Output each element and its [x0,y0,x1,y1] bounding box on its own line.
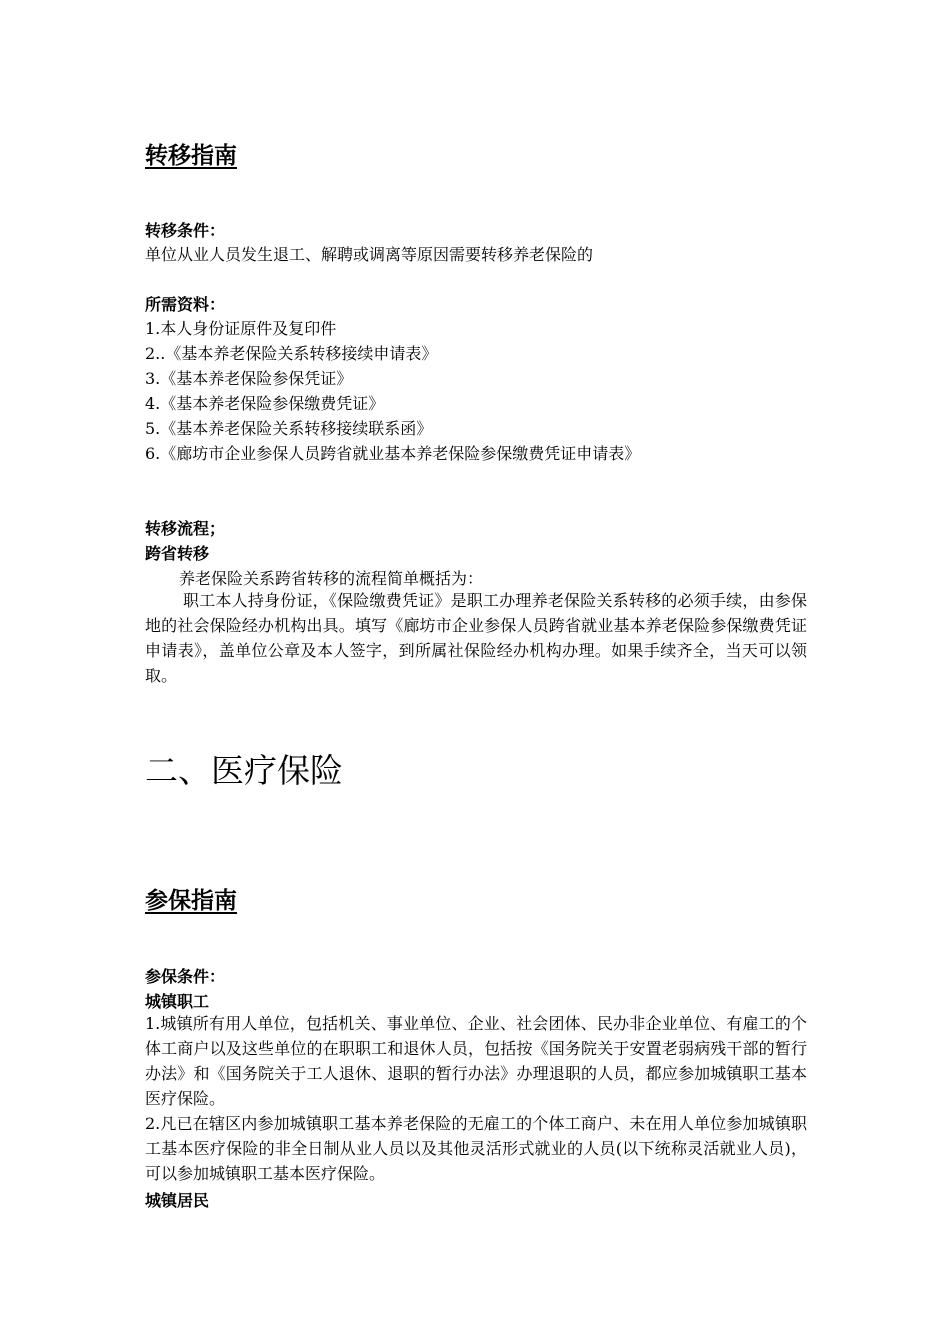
transfer-condition-label: 转移条件： [145,221,226,240]
urban-workers-label: 城镇职工 [145,992,210,1011]
material-item: 6.《廊坊市企业参保人员跨省就业基本养老保险参保缴费凭证申请表》 [145,444,641,463]
material-item: 2..《基本养老保险关系转移接续申请表》 [145,344,438,363]
transfer-condition-text: 单位从业人员发生退工、解聘或调离等原因需要转移养老保险的 [145,245,594,264]
process-paragraph: 职工本人持身份证，《保险缴费凭证》是职工办理养老保险关系转移的必须手续，由参保地的社会保险经办机构出具。填写《廊坊市企业参保人员跨省就业基本养老保险参保缴费凭证申请表》，盖单位公章及本人签字，到所属社保险经办机构办理。如果手续齐全，当天可以领取。 [145,591,807,685]
urban-workers-item-2: 2.凡已在辖区内参加城镇职工基本养老保险的无雇工的个体工商户、未在用人单位参加城镇职工基本医疗保险的非全日制从业人员以及其他灵活形式就业的人员(以下统称灵活就业人员)，可以参加城镇职工基本医疗保险。 [145,1114,807,1183]
materials-label: 所需资料： [145,295,226,314]
process-label: 转移流程； [145,519,226,538]
urban-workers-item-1: 1.城镇所有用人单位，包括机关、事业单位、企业、社会团体、民办非企业单位、有雇工的个体工商户以及这些单位的在职职工和退休人员，包括按《国务院关于安置老弱病残干部的暂行办法》和《国务院关于工人退休、退职的暂行办法》办理退职的人员，都应参加城镇职工基本医疗保险。 [145,1014,807,1108]
material-item: 3.《基本养老保险参保凭证》 [145,369,353,388]
material-item: 4.《基本养老保险参保缴费凭证》 [145,394,385,413]
medical-guide-title: 参保指南 [145,888,237,914]
medical-condition-label: 参保条件： [145,967,226,986]
cross-province-label: 跨省转移 [145,544,210,563]
process-intro: 养老保险关系跨省转移的流程简单概括为： [179,569,484,588]
urban-residents-label: 城镇居民 [145,1191,210,1210]
medical-insurance-heading: 二、医疗保险 [145,751,343,790]
transfer-guide-title: 转移指南 [145,143,237,169]
material-item: 1.本人身份证原件及复印件 [145,319,337,338]
material-item: 5.《基本养老保险关系转移接续联系函》 [145,419,433,438]
